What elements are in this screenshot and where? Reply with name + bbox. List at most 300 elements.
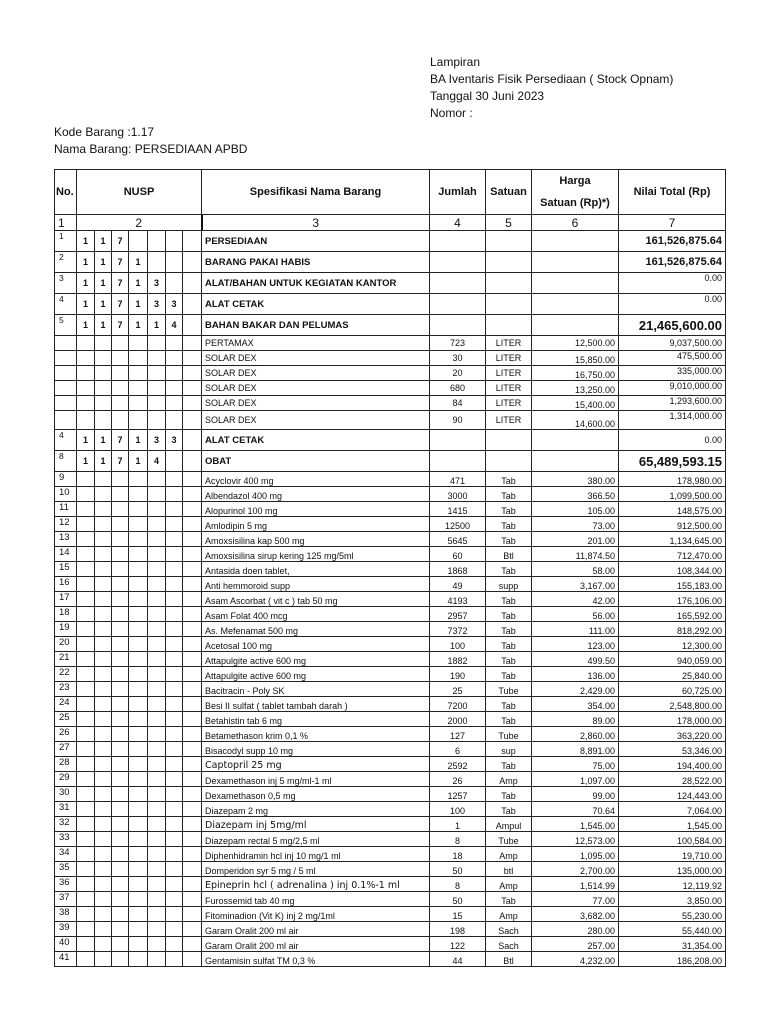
nusp-digit: 1: [148, 315, 166, 336]
nusp-digit: [183, 622, 202, 637]
item-total: 55,230.00: [619, 907, 726, 922]
row-number: 32: [55, 817, 77, 832]
date-line: Tanggal 30 Juni 2023: [430, 89, 545, 103]
item-unit: Tab: [486, 562, 532, 577]
nusp-digit: [129, 757, 148, 772]
nusp-digit: 7: [112, 273, 129, 294]
nusp-digit: [129, 772, 148, 787]
nusp-digit: [129, 607, 148, 622]
item-price: 99.00: [532, 787, 619, 802]
row-number: [55, 351, 77, 366]
drug-item-row: [55, 487, 726, 502]
nusp-digit: [95, 937, 112, 952]
unit-cell: [486, 430, 532, 451]
nusp-digit: [112, 682, 129, 697]
header-harga-line2: Satuan (Rp)*): [540, 197, 610, 209]
nusp-digit: [112, 547, 129, 562]
nusp-digit: [148, 592, 166, 607]
nusp-digit: [95, 922, 112, 937]
row-number: 27: [55, 742, 77, 757]
nusp-digit: [95, 832, 112, 847]
category-row: [55, 294, 726, 315]
item-price: 75.00: [532, 757, 619, 772]
nusp-digit: [148, 502, 166, 517]
item-unit: Btl: [486, 547, 532, 562]
item-unit: Amp: [486, 877, 532, 892]
category-row: [55, 252, 726, 273]
nusp-digit: [183, 922, 202, 937]
nusp-digit: [77, 727, 95, 742]
nusp-digit: [148, 637, 166, 652]
inventory-table: [54, 169, 726, 967]
nusp-digit: 1: [95, 273, 112, 294]
item-qty: 1: [430, 817, 486, 832]
category-row: [55, 273, 726, 294]
item-unit: Tab: [486, 802, 532, 817]
item-qty: 18: [430, 847, 486, 862]
nusp-digit: [77, 772, 95, 787]
item-total: 176,106.00: [619, 592, 726, 607]
nusp-digit: [183, 336, 202, 351]
nusp-digit: [166, 577, 183, 592]
nusp-digit: [112, 847, 129, 862]
nusp-digit: [183, 877, 202, 892]
item-total: 31,354.00: [619, 937, 726, 952]
item-unit: Amp: [486, 847, 532, 862]
nusp-digit: [77, 411, 95, 430]
drug-item-row: [55, 547, 726, 562]
category-total: 161,526,875.64: [619, 252, 726, 273]
nusp-digit: [166, 832, 183, 847]
nusp-digit: 1: [129, 252, 148, 273]
nusp-digit: [148, 667, 166, 682]
nusp-digit: [112, 832, 129, 847]
nusp-digit: [166, 517, 183, 532]
nusp-digit: 1: [129, 294, 148, 315]
fuel-item-row: [55, 411, 726, 430]
nusp-digit: [166, 622, 183, 637]
nusp-digit: [148, 712, 166, 727]
nusp-digit: [77, 366, 95, 381]
nusp-digit: [95, 907, 112, 922]
row-number: 3: [55, 273, 77, 294]
header-harga: [532, 170, 619, 215]
item-qty: 20: [430, 366, 486, 381]
drug-item-row: [55, 952, 726, 967]
item-unit: Btl: [486, 952, 532, 967]
nusp-digit: [112, 907, 129, 922]
nusp-digit: [183, 547, 202, 562]
nusp-digit: [183, 294, 202, 315]
row-number: [55, 411, 77, 430]
nusp-digit: 4: [148, 451, 166, 472]
nusp-digit: [129, 742, 148, 757]
drug-item-row: [55, 937, 726, 952]
nusp-digit: [129, 351, 148, 366]
item-price: 11,874.50: [532, 547, 619, 562]
nusp-digit: 3: [166, 294, 183, 315]
drug-item-row: [55, 892, 726, 907]
item-qty: 1257: [430, 787, 486, 802]
nusp-digit: 3: [166, 430, 183, 451]
item-name: As. Mefenamat 500 mg: [202, 622, 430, 637]
nusp-digit: [95, 727, 112, 742]
item-total: 3,850.00: [619, 892, 726, 907]
nusp-digit: [166, 787, 183, 802]
nusp-digit: [148, 802, 166, 817]
nusp-digit: [183, 562, 202, 577]
nusp-digit: [112, 622, 129, 637]
nusp-digit: [166, 877, 183, 892]
nusp-digit: [77, 502, 95, 517]
item-price: 1,097.00: [532, 772, 619, 787]
nusp-digit: [148, 532, 166, 547]
nusp-digit: [77, 907, 95, 922]
item-total: 148,575.00: [619, 502, 726, 517]
nusp-digit: [148, 336, 166, 351]
item-name: Attapulgite active 600 mg: [202, 652, 430, 667]
nusp-digit: 1: [129, 315, 148, 336]
item-total: 108,344.00: [619, 562, 726, 577]
nusp-digit: [77, 577, 95, 592]
item-unit: LITER: [486, 381, 532, 396]
nusp-digit: [95, 396, 112, 411]
row-number: 41: [55, 952, 77, 967]
category-row: [55, 231, 726, 252]
nusp-digit: [77, 381, 95, 396]
item-qty: 1415: [430, 502, 486, 517]
category-name: ALAT/BAHAN UNTUK KEGIATAN KANTOR: [202, 273, 430, 294]
item-price: 42.00: [532, 592, 619, 607]
nusp-digit: [166, 667, 183, 682]
nusp-digit: [148, 877, 166, 892]
nusp-digit: [95, 667, 112, 682]
nusp-digit: [166, 411, 183, 430]
item-name: Bacitracin - Poly SK: [202, 682, 430, 697]
row-number: [55, 336, 77, 351]
nusp-digit: [166, 697, 183, 712]
nusp-digit: [183, 577, 202, 592]
item-name: Diphenhidramin hcl inj 10 mg/1 ml: [202, 847, 430, 862]
nusp-digit: [148, 727, 166, 742]
row-number: 5: [55, 315, 77, 336]
nusp-digit: [183, 952, 202, 967]
item-total: 124,443.00: [619, 787, 726, 802]
row-number: 2: [55, 252, 77, 273]
price-cell: [532, 231, 619, 252]
nusp-digit: [148, 411, 166, 430]
nusp-digit: [183, 772, 202, 787]
drug-item-row: [55, 637, 726, 652]
nusp-digit: [183, 532, 202, 547]
item-total: 135,000.00: [619, 862, 726, 877]
nusp-digit: [183, 315, 202, 336]
nusp-digit: 4: [166, 315, 183, 336]
fuel-item-row: [55, 396, 726, 411]
nusp-digit: [129, 532, 148, 547]
item-price: 136.00: [532, 667, 619, 682]
drug-item-row: [55, 697, 726, 712]
item-total: 194,400.00: [619, 757, 726, 772]
item-name: Bisacodyl supp 10 mg: [202, 742, 430, 757]
nusp-digit: [95, 472, 112, 487]
item-unit: Tab: [486, 517, 532, 532]
row-number: 12: [55, 517, 77, 532]
item-qty: 26: [430, 772, 486, 787]
nusp-digit: [112, 727, 129, 742]
nusp-digit: [148, 577, 166, 592]
row-number: 9: [55, 472, 77, 487]
item-price: 13,250.00: [532, 381, 619, 396]
item-unit: supp: [486, 577, 532, 592]
price-cell: [532, 273, 619, 294]
nusp-digit: [95, 952, 112, 967]
nusp-digit: [77, 742, 95, 757]
nusp-digit: [183, 411, 202, 430]
item-qty: 190: [430, 667, 486, 682]
fuel-item-row: [55, 336, 726, 351]
row-number: [55, 396, 77, 411]
nusp-digit: [112, 697, 129, 712]
item-name: Betamethason krim 0,1 %: [202, 727, 430, 742]
nusp-digit: [112, 472, 129, 487]
nusp-digit: [166, 273, 183, 294]
nusp-digit: [166, 922, 183, 937]
item-qty: 25: [430, 682, 486, 697]
item-total: 1,099,500.00: [619, 487, 726, 502]
drug-item-row: [55, 577, 726, 592]
row-number: 25: [55, 712, 77, 727]
nusp-digit: [77, 652, 95, 667]
row-number: 29: [55, 772, 77, 787]
nusp-digit: 1: [95, 430, 112, 451]
nusp-digit: [95, 532, 112, 547]
item-total: 2,548,800.00: [619, 697, 726, 712]
nusp-digit: [148, 487, 166, 502]
nusp-digit: [129, 231, 148, 252]
document-header-right: [430, 54, 673, 122]
item-price: 280.00: [532, 922, 619, 937]
unit-cell: [486, 294, 532, 315]
unit-cell: [486, 231, 532, 252]
price-cell: [532, 315, 619, 336]
nusp-digit: [148, 847, 166, 862]
nusp-digit: [129, 487, 148, 502]
nusp-digit: [95, 336, 112, 351]
drug-item-row: [55, 862, 726, 877]
item-price: 16,750.00: [532, 366, 619, 381]
item-unit: Tab: [486, 787, 532, 802]
item-price: 15,850.00: [532, 351, 619, 366]
nusp-digit: [148, 231, 166, 252]
item-name: Antasida doen tablet,: [202, 562, 430, 577]
nusp-digit: [112, 757, 129, 772]
item-name: Amoxsisilina sirup kering 125 mg/5ml: [202, 547, 430, 562]
row-number: 37: [55, 892, 77, 907]
category-row: [55, 315, 726, 336]
nusp-digit: 3: [148, 430, 166, 451]
nusp-digit: [129, 682, 148, 697]
nusp-digit: [77, 351, 95, 366]
nusp-digit: [129, 637, 148, 652]
nusp-digit: [95, 802, 112, 817]
nusp-digit: [166, 862, 183, 877]
price-cell: [532, 430, 619, 451]
item-total: 178,980.00: [619, 472, 726, 487]
qty-cell: [430, 315, 486, 336]
item-total: 912,500.00: [619, 517, 726, 532]
fuel-item-row: [55, 366, 726, 381]
item-qty: 7200: [430, 697, 486, 712]
nusp-digit: [166, 562, 183, 577]
nusp-digit: [183, 430, 202, 451]
nusp-digit: [183, 231, 202, 252]
nusp-digit: [166, 817, 183, 832]
item-unit: Tab: [486, 472, 532, 487]
colnum-7: 7: [619, 215, 726, 231]
item-name: Epineprin hcl ( adrenalina ) inj 0.1%-1 ml: [202, 877, 430, 892]
nusp-digit: [77, 862, 95, 877]
nusp-digit: 3: [148, 273, 166, 294]
nusp-digit: [77, 892, 95, 907]
nusp-digit: [95, 411, 112, 430]
nusp-digit: 3: [148, 294, 166, 315]
item-price: 105.00: [532, 502, 619, 517]
nusp-digit: [148, 787, 166, 802]
item-unit: Tube: [486, 727, 532, 742]
nusp-digit: [148, 757, 166, 772]
item-unit: Tab: [486, 622, 532, 637]
item-price: 1,514.99: [532, 877, 619, 892]
item-price: 257.00: [532, 937, 619, 952]
unit-cell: [486, 315, 532, 336]
table-body: [55, 231, 726, 967]
nusp-digit: [183, 682, 202, 697]
nusp-digit: 1: [129, 273, 148, 294]
nusp-digit: [112, 937, 129, 952]
item-price: 73.00: [532, 517, 619, 532]
drug-item-row: [55, 727, 726, 742]
item-total: 186,208.00: [619, 952, 726, 967]
drug-item-row: [55, 502, 726, 517]
nusp-digit: [95, 787, 112, 802]
item-qty: 471: [430, 472, 486, 487]
nusp-digit: [148, 817, 166, 832]
nusp-digit: [129, 336, 148, 351]
nusp-digit: 1: [129, 451, 148, 472]
nusp-digit: [183, 727, 202, 742]
nusp-digit: [148, 351, 166, 366]
nusp-digit: [129, 952, 148, 967]
category-total: 161,526,875.64: [619, 231, 726, 252]
item-total: 53,346.00: [619, 742, 726, 757]
nusp-digit: [148, 547, 166, 562]
item-price: 499.50: [532, 652, 619, 667]
colnum-6: 6: [532, 215, 619, 231]
item-qty: 50: [430, 892, 486, 907]
nusp-digit: 1: [77, 430, 95, 451]
nusp-digit: 1: [95, 315, 112, 336]
category-name: OBAT: [202, 451, 430, 472]
item-price: 354.00: [532, 697, 619, 712]
drug-item-row: [55, 907, 726, 922]
item-unit: LITER: [486, 366, 532, 381]
item-total: 28,522.00: [619, 772, 726, 787]
header-harga-line1: Harga: [559, 175, 591, 187]
qty-cell: [430, 430, 486, 451]
nusp-digit: [77, 547, 95, 562]
item-total: 940,059.00: [619, 652, 726, 667]
nusp-digit: [77, 877, 95, 892]
item-unit: Tube: [486, 682, 532, 697]
item-price: 8,891.00: [532, 742, 619, 757]
category-total: 65,489,593.15: [619, 451, 726, 472]
nusp-digit: [77, 487, 95, 502]
nusp-digit: [77, 592, 95, 607]
nusp-digit: [95, 622, 112, 637]
item-unit: LITER: [486, 396, 532, 411]
nusp-digit: [183, 832, 202, 847]
item-total: 9,010,000.00: [619, 381, 726, 396]
nusp-digit: [148, 252, 166, 273]
item-name: Betahistin tab 6 mg: [202, 712, 430, 727]
item-qty: 2592: [430, 757, 486, 772]
row-number: 40: [55, 937, 77, 952]
category-name: ALAT CETAK: [202, 430, 430, 451]
item-price: 1,545.00: [532, 817, 619, 832]
item-price: 89.00: [532, 712, 619, 727]
nusp-digit: [166, 847, 183, 862]
item-price: 2,700.00: [532, 862, 619, 877]
nusp-digit: [166, 231, 183, 252]
item-unit: Tab: [486, 502, 532, 517]
nusp-digit: 1: [77, 451, 95, 472]
item-total: 475,500.00: [619, 351, 726, 366]
nusp-digit: [112, 366, 129, 381]
nusp-digit: [148, 366, 166, 381]
nusp-digit: [112, 877, 129, 892]
row-number: 24: [55, 697, 77, 712]
nusp-digit: [112, 952, 129, 967]
nusp-digit: [183, 862, 202, 877]
drug-item-row: [55, 592, 726, 607]
item-unit: LITER: [486, 336, 532, 351]
nusp-digit: [95, 892, 112, 907]
item-total: 363,220.00: [619, 727, 726, 742]
nusp-digit: [77, 817, 95, 832]
item-price: 4,232.00: [532, 952, 619, 967]
nusp-digit: [112, 577, 129, 592]
nusp-digit: [183, 667, 202, 682]
category-total: 21,465,600.00: [619, 315, 726, 336]
ba-title: BA Iventaris Fisik Persediaan ( Stock Opnam): [430, 72, 674, 86]
nusp-digit: [77, 697, 95, 712]
nama-barang: Nama Barang: PERSEDIAAN APBD: [54, 142, 248, 156]
nusp-digit: [183, 847, 202, 862]
nusp-digit: [166, 396, 183, 411]
nusp-digit: [183, 742, 202, 757]
row-number: 1: [55, 231, 77, 252]
nusp-digit: [112, 922, 129, 937]
item-name: Captopril 25 mg: [202, 757, 430, 772]
nusp-digit: [95, 562, 112, 577]
item-qty: 100: [430, 802, 486, 817]
drug-item-row: [55, 472, 726, 487]
nusp-digit: [77, 922, 95, 937]
item-unit: btl: [486, 862, 532, 877]
nusp-digit: 1: [77, 294, 95, 315]
item-price: 77.00: [532, 892, 619, 907]
